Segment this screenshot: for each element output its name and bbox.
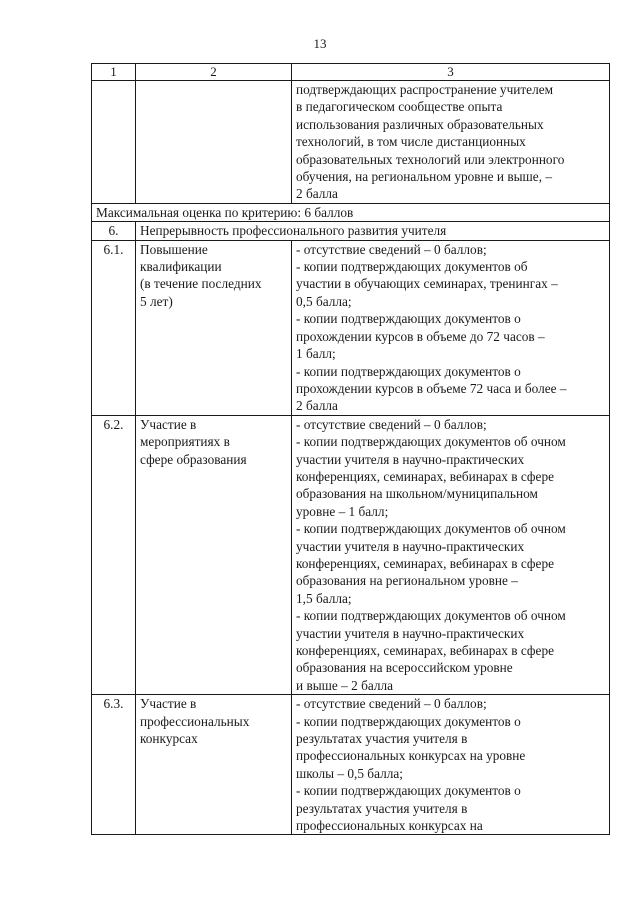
criterion-name-line: Повышение [140,241,208,257]
criterion-scoring-line: - копии подтверждающих документов об очном [296,608,566,624]
header-col-1: 1 [92,64,136,81]
criterion-number: 6.1. [92,240,136,415]
criterion-name-line: (в течение последних [140,276,262,292]
criterion-scoring-line: профессиональных конкурсах на уровне [296,748,526,764]
continuation-line: обучения, на региональном уровне и выше, – [296,169,552,185]
criterion-name-line: мероприятиях в [140,434,230,450]
criterion-scoring-line: конференциях, семинарах, вебинарах в сфере [296,555,554,571]
criterion-scoring-line: участии учителя в научно-практических [296,625,525,641]
criterion-number: 6.3. [92,695,136,835]
criterion-scoring [292,695,610,835]
section-row [92,222,610,240]
criterion-scoring-line: образования на всероссийском уровне [296,660,513,676]
max-score-text: Максимальная оценка по критерию: 6 баллов [92,203,610,221]
continuation-line: использования различных образовательных [296,116,544,132]
criterion-scoring-line: результатах участия учителя в [296,800,468,816]
criterion-scoring-line: - копии подтверждающих документов о [296,783,521,799]
continuation-name-cell [136,81,292,204]
criterion-row [92,240,610,415]
criterion-scoring-line: результатах участия учителя в [296,731,468,747]
criterion-name-line: 5 лет) [140,293,173,309]
criterion-name [136,695,292,835]
criterion-scoring-line: - копии подтверждающих документов об [296,259,528,275]
section-number: 6. [92,222,136,240]
criterion-scoring-line: участии учителя в научно-практических [296,538,525,554]
criterion-scoring-line: - копии подтверждающих документов о [296,713,521,729]
criterion-scoring-line: - копии подтверждающих документов об очном [296,434,566,450]
criterion-number: 6.2. [92,415,136,695]
criterion-scoring-line: и выше – 2 балла [296,677,394,693]
continuation-line: образовательных технологий или электронного [296,151,565,167]
criterion-scoring [292,240,610,415]
max-score-row [92,203,610,221]
continuation-row [92,81,610,204]
criteria-table [91,63,610,835]
criterion-scoring-line: 1,5 балла; [296,590,352,606]
criterion-scoring-line: - копии подтверждающих документов об очном [296,521,566,537]
criterion-name-line: профессиональных [140,713,250,729]
section-title: Непрерывность профессионального развития учителя [136,222,610,240]
criterion-scoring-line: конференциях, семинарах, вебинарах в сфере [296,643,554,658]
continuation-line: 2 балла [296,186,338,202]
criterion-scoring-line: 1 балл; [296,346,336,362]
criterion-scoring-line: - отсутствие сведений – 0 баллов; [296,696,487,712]
header-col-3: 3 [292,64,610,81]
criterion-scoring-line: - копии подтверждающих документов о [296,311,521,327]
continuation-line: технологий, в том числе дистанционных [296,134,526,150]
criterion-scoring-line: 2 балла [296,398,338,414]
criterion-name-line: сфере образования [140,451,247,467]
continuation-num-cell [92,81,136,204]
continuation-line: подтверждающих распространение учителем [296,82,554,97]
criterion-scoring-line: прохождении курсов в объеме до 72 часов – [296,328,545,344]
criterion-name-line: Участие в [140,696,197,712]
criterion-name-line: квалификации [140,259,222,275]
criterion-name-line: конкурсах [140,731,198,747]
criterion-scoring-line: - отсутствие сведений – 0 баллов; [296,241,487,257]
criterion-name [136,240,292,415]
criterion-name-line: Участие в [140,416,197,432]
criterion-scoring-line: конференциях, семинарах, вебинарах в сфере [296,468,554,484]
criterion-scoring-line: участии учителя в научно-практических [296,451,525,467]
criterion-scoring-line: образования на школьном/муниципальном [296,486,538,502]
criterion-scoring-line: 0,5 балла; [296,293,352,309]
continuation-criteria-cell [292,81,610,204]
criterion-scoring [292,415,610,695]
continuation-line: в педагогическом сообществе опыта [296,99,503,115]
criterion-scoring-line: - отсутствие сведений – 0 баллов; [296,416,487,432]
page-number: 13 [313,36,327,51]
criterion-scoring-line: профессиональных конкурсах на [296,818,483,834]
table-header-row [92,64,610,81]
criterion-scoring-line: - копии подтверждающих документов о [296,363,521,379]
criterion-row [92,695,610,835]
header-col-2: 2 [136,64,292,81]
criterion-scoring-line: школы – 0,5 балла; [296,765,403,781]
criterion-name [136,415,292,695]
criterion-scoring-line: прохождении курсов в объеме 72 часа и более – [296,380,567,396]
criterion-scoring-line: образования на региональном уровне – [296,573,518,589]
criterion-scoring-line: участии в обучающих семинарах, тренингах – [296,276,558,292]
criterion-row [92,415,610,695]
criterion-scoring-line: уровне – 1 балл; [296,503,389,519]
